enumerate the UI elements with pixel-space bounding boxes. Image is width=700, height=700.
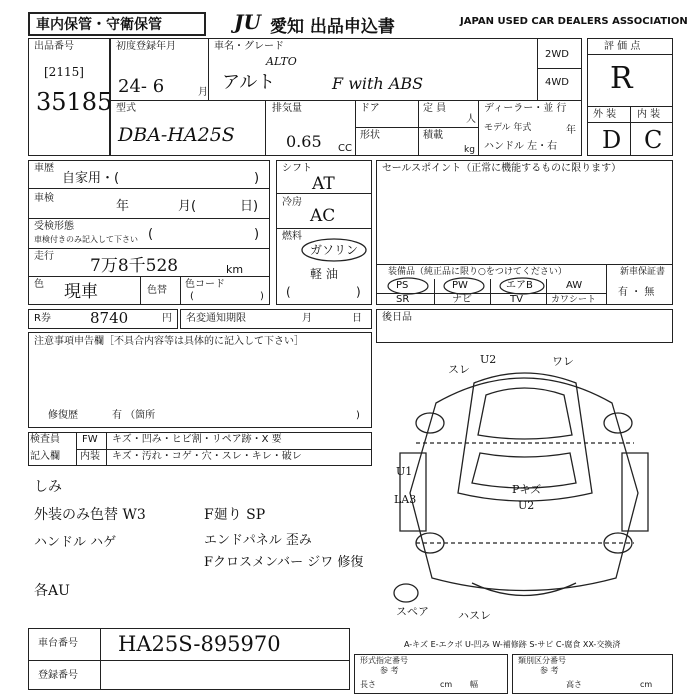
note-4: F廻り SP — [204, 507, 266, 523]
equipment-circles — [384, 276, 554, 296]
color-code-label: 色コード — [185, 279, 225, 290]
interior-label: 内 装 — [637, 109, 661, 120]
chassis-number: HA25S-895970 — [118, 632, 281, 656]
shape-label: 形状 — [360, 130, 380, 141]
load-label: 積載 — [423, 130, 443, 141]
inspector-interior: 内装 — [80, 451, 100, 462]
lot-bracket-number: [2115] — [44, 65, 84, 79]
cooling-value: AC — [310, 206, 336, 226]
usage-close: ) — [254, 171, 260, 186]
doors-label: ドア — [360, 103, 380, 114]
shift-label: シフト — [282, 163, 312, 174]
displacement-value: 0.65 — [286, 132, 322, 151]
equip-pw: PW — [452, 280, 468, 291]
diagram-side-label-2: LA3 — [394, 493, 417, 506]
notes-label: 注意事項申告欄［不具合内容等は具体的に記入して下さい］ — [34, 336, 304, 347]
sales-point-label: セールスポイント（正常に機能するものに限ります） — [382, 163, 622, 174]
inspection-month: 月( — [178, 199, 197, 214]
mileage-value: 7万8千528 — [90, 256, 179, 276]
chassis-label: 車台番号 — [38, 638, 78, 649]
repair-history-value: 有 （箇所 — [112, 410, 156, 421]
shift-value: AT — [312, 174, 335, 194]
warranty-value: 有 ・ 無 — [618, 287, 655, 298]
model-code-value: DBA-HA25S — [118, 124, 235, 146]
exterior-grade: D — [602, 126, 622, 154]
equip-sr: SR — [396, 294, 410, 305]
drive-4wd: 4WD — [545, 77, 569, 88]
spec-left-label: 形式指定番号 — [360, 656, 408, 665]
usage-value: 自家用・( — [62, 171, 120, 186]
fuel-diesel: 軽 油 — [310, 267, 338, 281]
diagram-side-label-1: U1 — [396, 465, 413, 478]
name-change-label: 名変通知期限 — [186, 313, 246, 324]
fuel-label: 燃料 — [282, 231, 302, 242]
inspector-interior-items: キズ・汚れ・コゲ・穴・スレ・キレ・破レ — [112, 451, 302, 462]
spec-length: 長さ — [360, 680, 376, 689]
association-name: JAPAN USED CAR DEALERS ASSOCIATION — [460, 16, 688, 27]
registration-suffix: 月 — [198, 87, 208, 98]
spec-left-ref: 参 考 — [380, 666, 399, 675]
model-name-label: 車名・グレード — [214, 41, 284, 52]
model-code-label: 型式 — [116, 103, 136, 114]
displacement-unit: CC — [338, 143, 352, 154]
ju-logo: JU — [234, 10, 261, 34]
equip-ps: PS — [396, 280, 409, 291]
inspection-day: 日) — [240, 199, 259, 214]
diagram-center-label-1: Pキズ — [512, 483, 542, 496]
color-value: 現車 — [64, 282, 98, 302]
spec-width: 幅 — [470, 680, 478, 689]
capacity-label: 定 員 — [423, 103, 447, 114]
name-change-day: 日 — [352, 313, 362, 324]
receipt-paren-close: ) — [254, 227, 260, 242]
model-year-label: モデル 年式 — [484, 123, 532, 133]
recycle-value: 8740 — [90, 309, 129, 327]
receipt-paren-open: ( — [148, 227, 154, 242]
mileage-unit: km — [226, 263, 244, 276]
dealer-label: ディーラー・並 行 — [484, 103, 567, 114]
rating-label: 評 価 点 — [604, 41, 641, 52]
equip-aw: AW — [566, 280, 583, 291]
equip-tv: TV — [510, 294, 523, 305]
repair-history-close: ) — [356, 410, 360, 421]
fuel-gas-circle — [300, 236, 370, 264]
repair-history-label: 修復歴 — [48, 410, 78, 421]
recycle-unit: 円 — [162, 313, 172, 324]
lot-number: 35185 — [36, 88, 113, 116]
inspector-fw: FW — [82, 434, 98, 445]
equipment-label: 装備品（純正品に限り○をつけてください） — [388, 267, 567, 277]
spec-right-ref: 参 考 — [540, 666, 559, 675]
model-year-unit: 年 — [566, 125, 576, 136]
registration-value: 24- 6 — [118, 76, 165, 97]
model-name-kana: アルト — [222, 72, 276, 93]
exterior-label: 外 装 — [593, 109, 617, 120]
note-3: ハンドル ハゲ — [34, 535, 117, 550]
drive-2wd: 2WD — [545, 49, 569, 60]
capacity-unit: 人 — [466, 114, 476, 125]
note-1: しみ — [34, 479, 62, 495]
fuel-paren-close: ) — [356, 285, 361, 299]
interior-grade: C — [644, 126, 663, 154]
receipt-sub: 車検付きのみ記入して下さい — [34, 235, 138, 244]
post-items-label: 後日品 — [382, 312, 412, 323]
storage-stamp — [28, 12, 206, 36]
color-code-paren-close: ) — [260, 291, 264, 302]
post-items-box — [376, 309, 673, 343]
spec-right-label: 類別区分番号 — [518, 656, 566, 665]
diagram-top-label-1: スレ — [448, 363, 470, 376]
receipt-label: 受検形態 — [34, 221, 74, 232]
diagram-bottom-label-1: スペア — [396, 605, 429, 618]
color-label: 色 — [34, 279, 44, 290]
model-name-roman: ALTO — [266, 55, 297, 68]
spec-unit-1: cm — [440, 680, 453, 689]
registration-label: 初度登録年月 — [116, 41, 176, 52]
model-grade: F with ABS — [332, 74, 424, 93]
form-title: 愛知 出品申込書 — [270, 17, 395, 37]
load-unit: kg — [464, 145, 475, 155]
inspector-entry-label: 記入欄 — [30, 451, 60, 462]
inspector-label: 検査員 — [30, 434, 60, 445]
diagram-bottom-label-2: ハスレ — [458, 609, 491, 620]
inspector-fw-items: キズ・凹み・ヒビ割・リペア跡・X 要 — [112, 434, 282, 445]
steering-label: ハンドル 左・右 — [484, 141, 558, 152]
equip-navi: ナビ — [452, 294, 472, 305]
storage-stamp-text: 車内保管・守衛保管 — [36, 17, 162, 33]
usage-label: 車歴 — [34, 163, 54, 174]
equip-leather-seat: カワシート — [551, 295, 597, 305]
spec-height: 高さ — [566, 680, 582, 689]
cooling-label: 冷房 — [282, 197, 302, 208]
note-2: 外装のみ色替 W3 — [34, 507, 146, 523]
name-change-month: 月 — [302, 313, 312, 324]
displacement-label: 排気量 — [272, 103, 302, 114]
color-code-paren-open: ( — [190, 291, 194, 302]
note-7: 各AU — [34, 583, 70, 599]
mileage-label: 走行 — [34, 251, 54, 262]
inspection-label: 車検 — [34, 193, 54, 204]
damage-legend: A-キズ E-エクボ U-凹み W-補修跡 S-サビ C-腐食 XX-交換済 — [404, 640, 621, 649]
plate-label: 登録番号 — [38, 670, 78, 681]
equip-airbag: エアB — [506, 280, 533, 291]
diagram-top-label-2: U2 — [480, 353, 497, 366]
recycle-label: R券 — [34, 313, 51, 324]
diagram-top-label-3: ワレ — [552, 355, 574, 368]
warranty-label: 新車保証書 — [620, 267, 666, 277]
rating-value: R — [610, 61, 633, 96]
note-5: エンドパネル 歪み — [204, 533, 312, 548]
fuel-paren-open: ( — [286, 285, 291, 299]
note-6: Fクロスメンバー ジワ 修復 — [204, 555, 364, 570]
color-change-label: 色替 — [147, 285, 167, 296]
lot-label: 出品番号 — [34, 41, 74, 52]
fuel-gas: ガソリン — [310, 243, 359, 257]
diagram-center-label-2: U2 — [518, 499, 535, 512]
inspection-year: 年 — [116, 199, 130, 214]
spec-unit-2: cm — [640, 680, 653, 689]
car-damage-diagram — [376, 343, 673, 620]
